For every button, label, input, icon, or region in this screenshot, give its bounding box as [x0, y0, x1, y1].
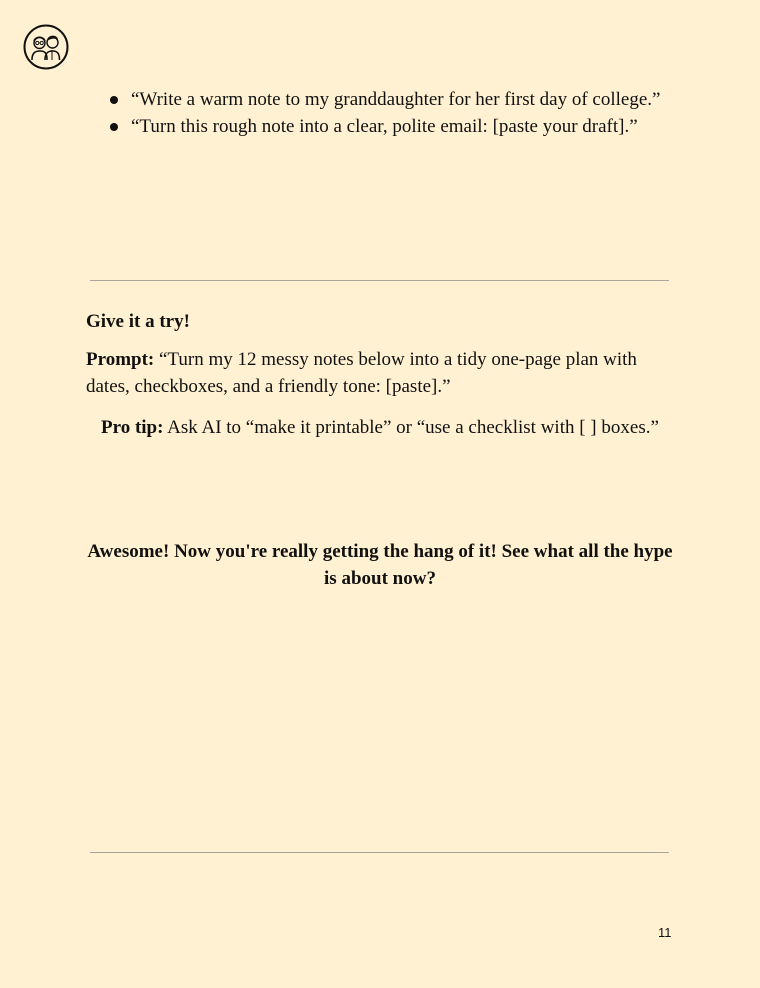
list-item: [106, 113, 686, 140]
bullet-icon: [110, 123, 118, 131]
page-number: 11: [658, 925, 672, 940]
protip-paragraph: [101, 414, 661, 441]
list-item: [106, 86, 686, 113]
closing-message: Awesome! Now you're really getting the hang of it! See what all the hype is about now?: [87, 541, 673, 589]
prompt-label: Prompt:: [86, 349, 155, 370]
logo-icon: [23, 24, 69, 70]
protip-label: Pro tip:: [101, 417, 164, 438]
prompt-text: “Turn my 12 messy notes below into a tidy one‑page plan with dates, checkboxes, and a friendly tone: [paste].”: [86, 349, 637, 397]
list-item-text: “Write a warm note to my granddaughter for her first day of college.”: [131, 89, 661, 110]
bullet-icon: [110, 96, 118, 104]
prompt-paragraph: [86, 346, 676, 400]
section-heading: Give it a try!: [86, 311, 190, 332]
example-prompts-list: [106, 86, 686, 140]
list-item-text: “Turn this rough note into a clear, polite email: [paste your draft].”: [131, 116, 638, 137]
section-divider: [90, 280, 669, 281]
section-divider: [90, 852, 669, 853]
protip-text: Ask AI to “make it printable” or “use a checklist with [ ] boxes.”: [167, 417, 659, 438]
